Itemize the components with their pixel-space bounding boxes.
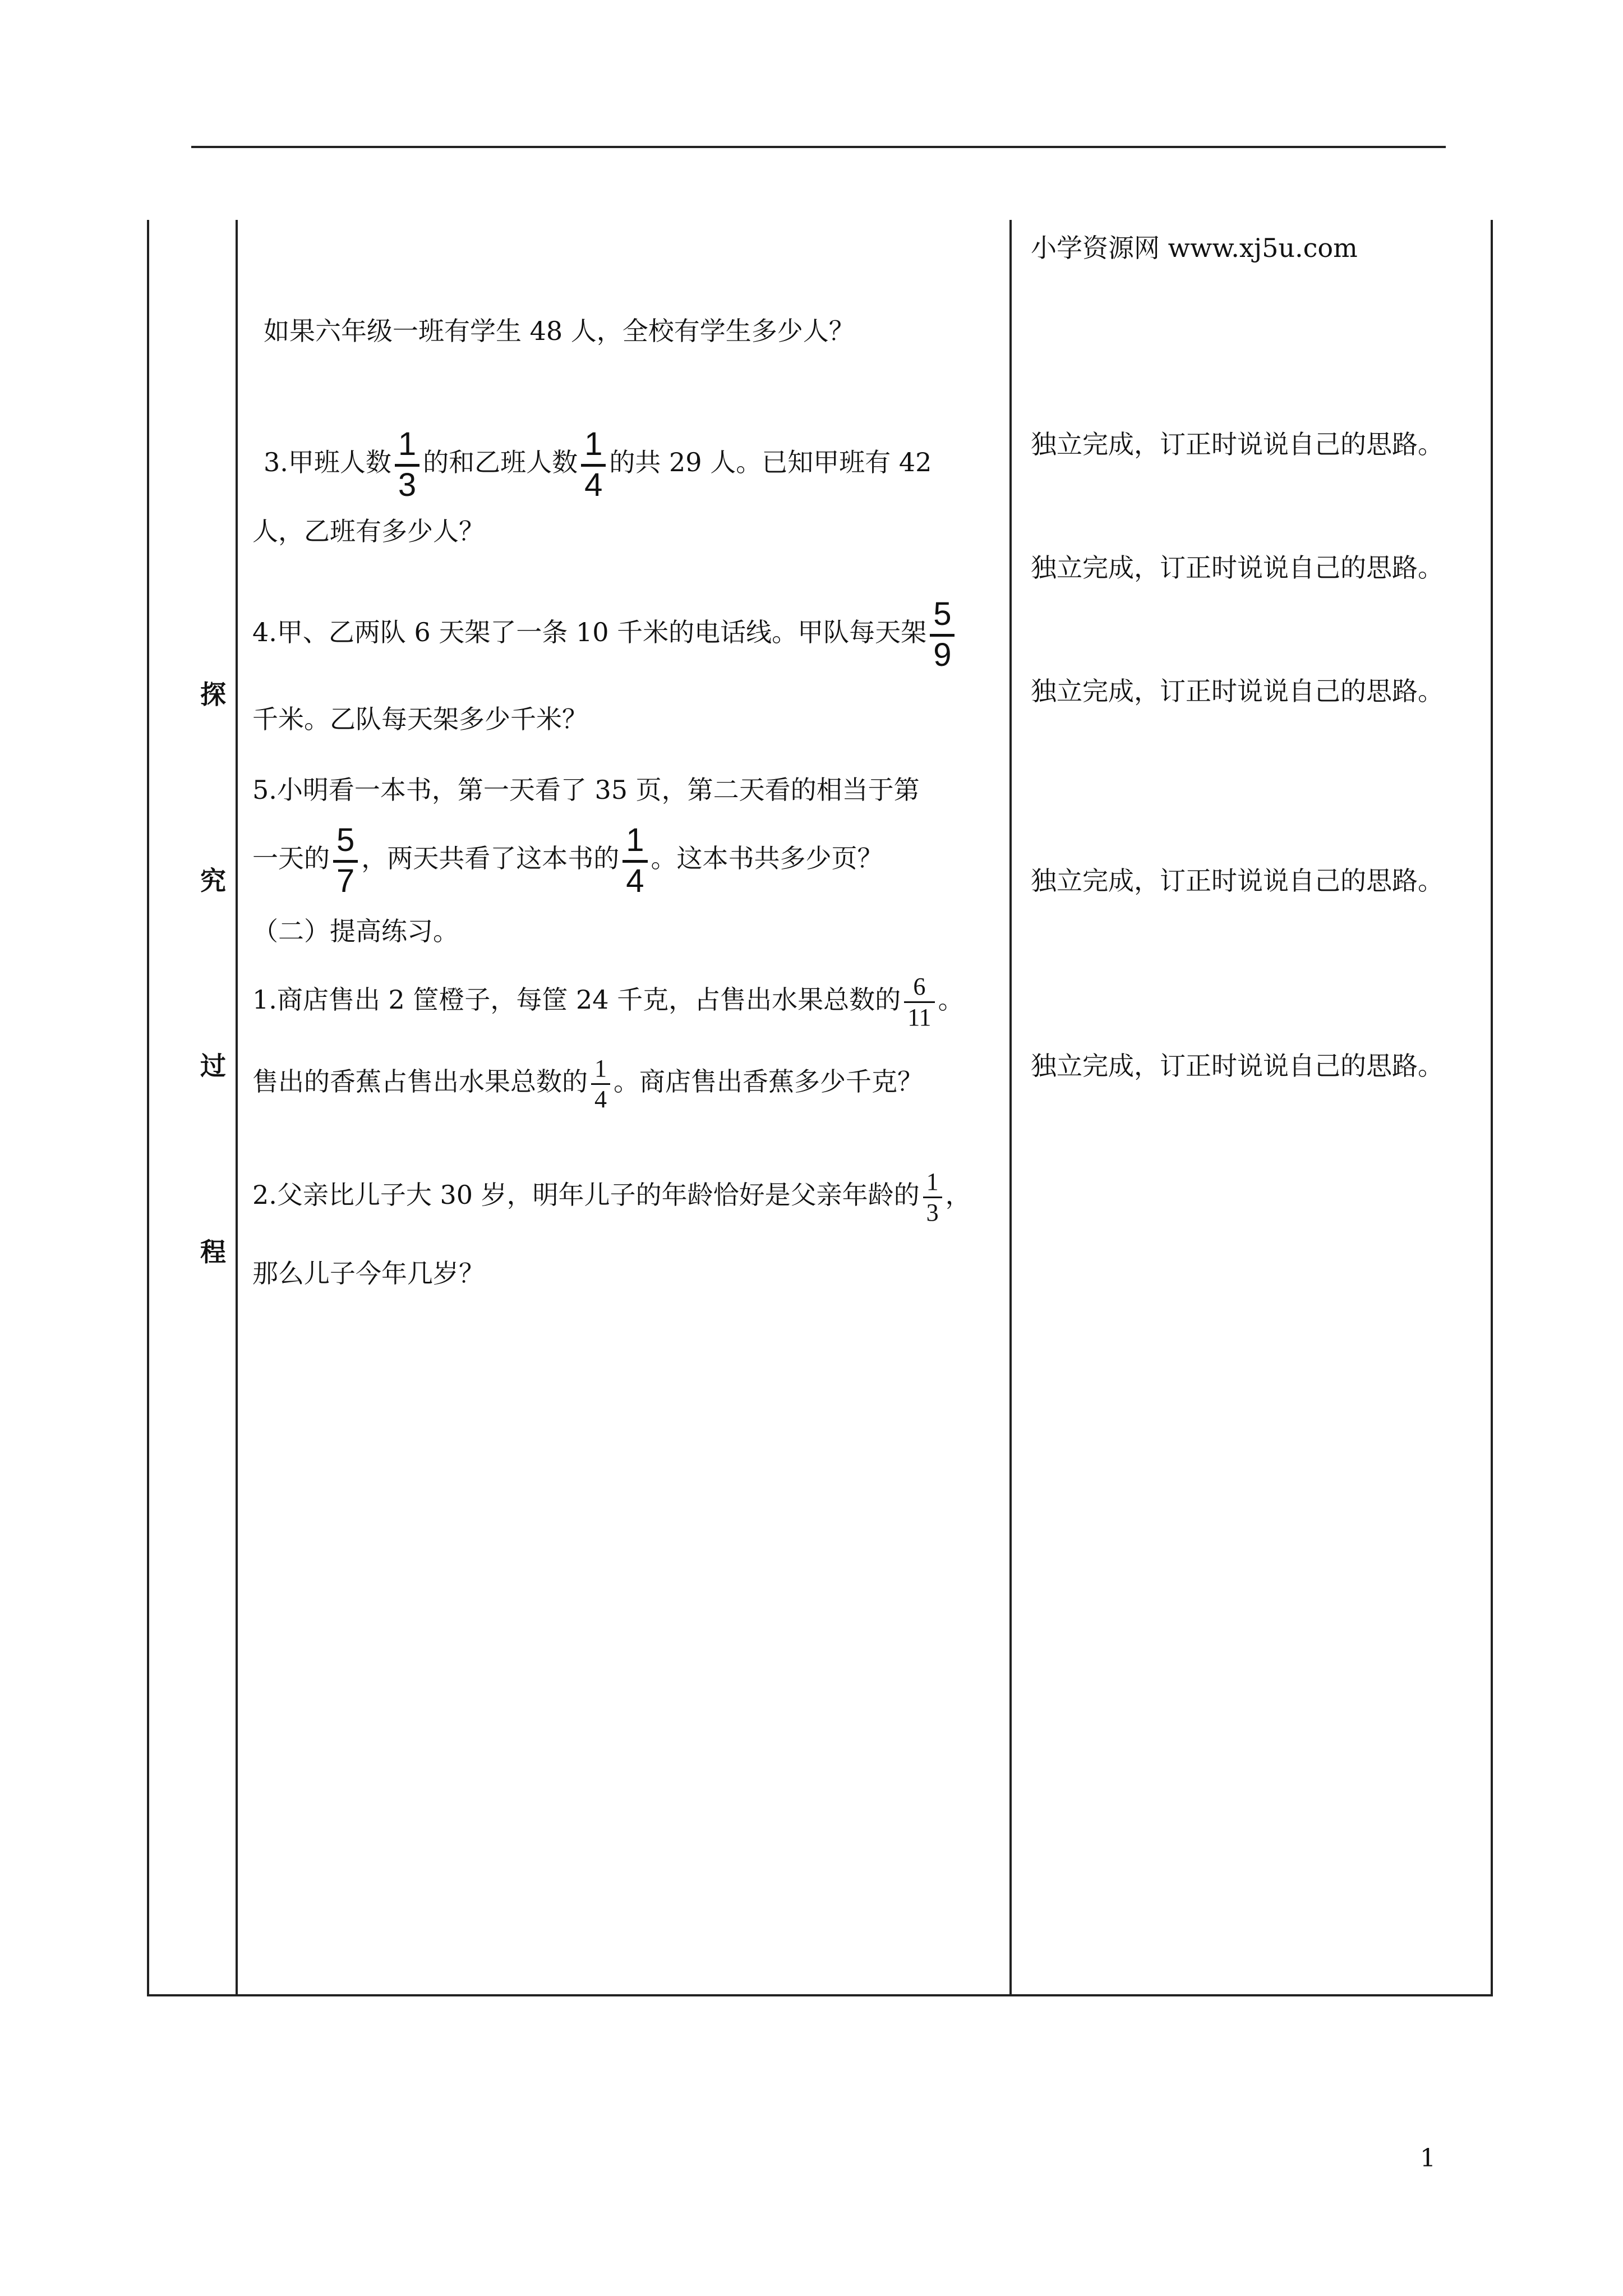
section-title: （二）提高练习。 xyxy=(252,916,459,946)
fraction: $\frac{5}{7}$ xyxy=(333,824,358,898)
exercise-2-line1: 2.父亲比儿子大 30 岁，明年儿子的年龄恰好是父亲年龄的 $\frac{1}{3}$ ， xyxy=(252,1167,971,1226)
guidance-note: 独立完成，订正时说说自己的思路。 xyxy=(1031,1051,1444,1081)
question-5-line2: 一天的 $\frac{5}{7}$ ，两天共看了这本书的 $\frac{1}{4}$ 。这本书共多少页？ xyxy=(252,821,883,899)
exercise-1-line2: 售出的香蕉占售出水果总数的 $\frac{1}{4}$ 。商店售出香蕉多少千克？ xyxy=(252,1054,923,1113)
fraction: $\frac{5}{9}$ xyxy=(930,598,955,671)
side-label-char: 过 xyxy=(200,1051,226,1081)
question-4-line1: 4.甲、乙两队 6 天架了一条 10 千米的电话线。甲队每天架 $\frac{5}{9}$ xyxy=(252,587,958,677)
guidance-note: 独立完成，订正时说说自己的思路。 xyxy=(1031,676,1444,706)
table-border-bottom xyxy=(147,1994,1493,1996)
fraction: $\frac{1}{3}$ xyxy=(395,428,419,501)
exercise-2-line2: 那么儿子今年几岁？ xyxy=(252,1258,485,1289)
table-divider-guidance xyxy=(1009,220,1012,1995)
question-5-line1: 5.小明看一本书，第一天看了 35 页，第二天看的相当于第 xyxy=(252,775,920,805)
table-divider-label xyxy=(236,220,238,1995)
exercise-1-line1: 1.商店售出 2 筐橙子，每筐 24 千克，占售出水果总数的 $\frac{6}{11}$ 。 xyxy=(252,972,964,1031)
page-number: 1 xyxy=(1420,2144,1436,2173)
side-label-char: 程 xyxy=(200,1237,226,1267)
header-rule xyxy=(191,146,1446,148)
guidance-note: 独立完成，订正时说说自己的思路。 xyxy=(1031,429,1444,459)
question-previous-tail: 如果六年级一班有学生 48 人，全校有学生多少人？ xyxy=(264,316,855,346)
table-border-right xyxy=(1491,220,1493,1995)
fraction: $\frac{1}{4}$ xyxy=(591,1056,610,1112)
question-4-line2: 千米。乙队每天架多少千米？ xyxy=(252,704,588,734)
question-3-line2: 人，乙班有多少人？ xyxy=(252,516,485,546)
resource-note: 小学资源网 www.xj5u.com xyxy=(1031,233,1358,263)
question-3-line1: 3.甲班人数 $\frac{1}{3}$ 的和乙班人数 $\frac{1}{4}$ 的共 29 人。已知甲班有 42 xyxy=(264,425,932,503)
fraction: $\frac{6}{11}$ xyxy=(904,974,934,1030)
lesson-table xyxy=(147,220,1493,1995)
table-border-left xyxy=(147,220,149,1995)
guidance-note: 独立完成，订正时说说自己的思路。 xyxy=(1031,866,1444,896)
guidance-note: 独立完成，订正时说说自己的思路。 xyxy=(1031,553,1444,583)
fraction: $\frac{1}{4}$ xyxy=(623,824,647,898)
fraction: $\frac{1}{4}$ xyxy=(581,428,606,501)
side-label-char: 究 xyxy=(200,866,226,896)
fraction: $\frac{1}{3}$ xyxy=(923,1170,942,1225)
side-label-char: 探 xyxy=(200,679,226,710)
